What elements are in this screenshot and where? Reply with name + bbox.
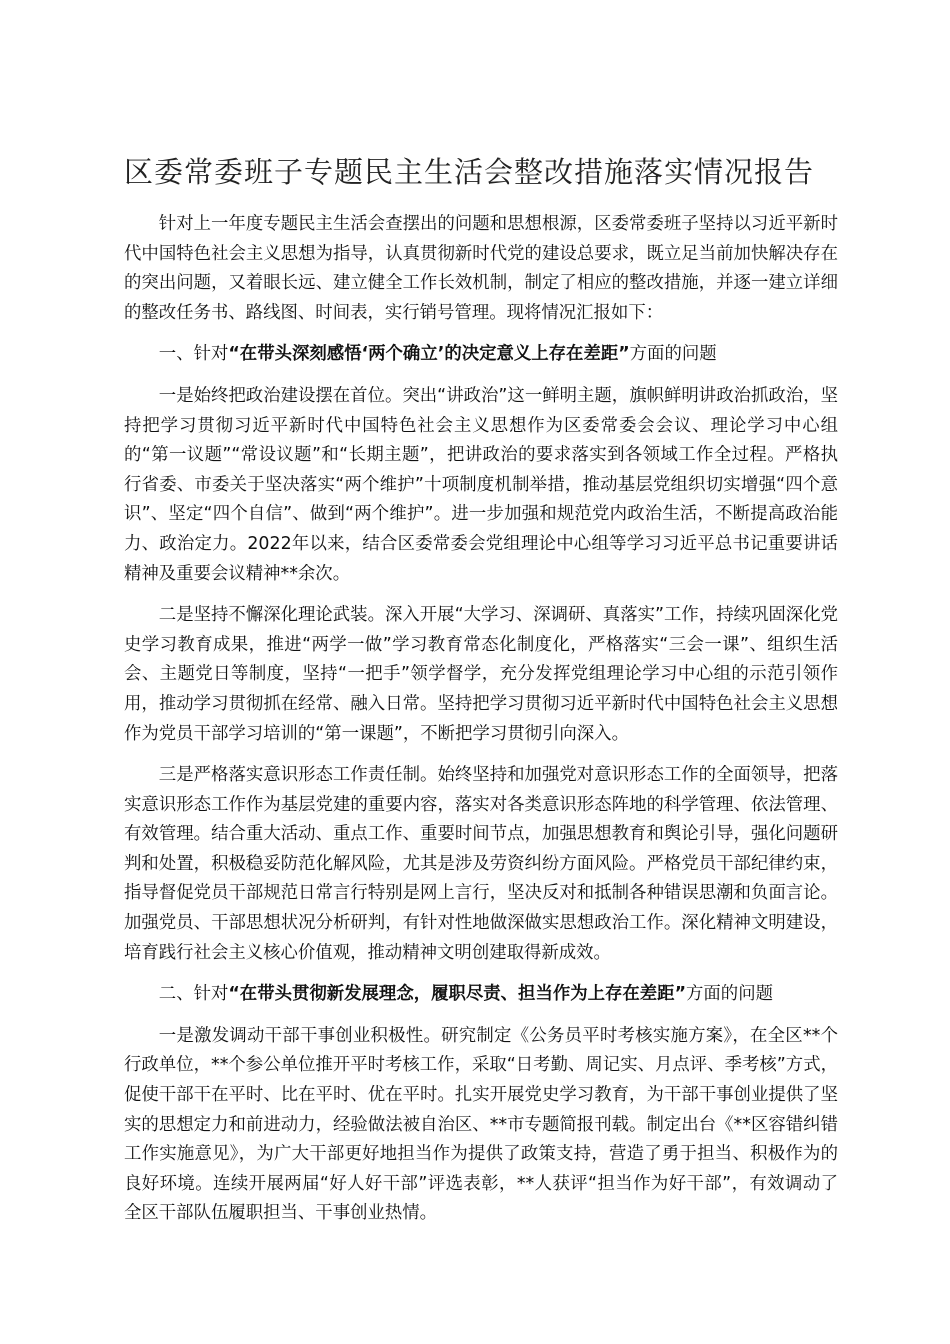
section-2-quote: “在带头贯彻新发展理念，履职尽责、担当作为上存在差距” [228,984,687,1005]
section-1-quote: “在带头深刻感悟‘两个确立’的决定意义上存在差距” [228,344,630,365]
section-1-paragraph-1: 一是始终把政治建设摆在首位。突出“讲政治”这一鲜明主题，旗帜鲜明讲政治抓政治，坚持把学习贯彻习近平新时代中国特色社会主义思想作为区委常委会会议、理论学习中心组的“第一议题”“常设议题”和“长期主题”，把讲政治的要求落实到各领域工作全过程。严格执行省委、市委关于坚决落实“两个维护”十项制度机制举措，推动基层党组织切实增强“四个意识”、坚定“四个自信”、做到“两个维护”。进一步加强和规范党内政治生活，不断提高政治能力、政治定力。2022年以来，结合区委常委会党组理论中心组等学习习近平总书记重要讲话精神及重要会议精神**余次。 [124,385,838,584]
document-page [124,152,838,1241]
section-2-suffix: 方面的问题 [686,984,773,1005]
section-1-heading [124,340,838,370]
document-title: 区委常委班子专题民主生活会整改措施落实情况报告 [124,155,815,189]
section-1-suffix: 方面的问题 [629,344,717,365]
section-1-paragraph-3: 三是严格落实意识形态工作责任制。始终坚持和加强党对意识形态工作的全面领导，把落实意识形态工作作为基层党建的重要内容，落实对各类意识形态阵地的科学管理、依法管理、有效管理。结合重大活动、重点工作、重要时间节点，加强思想教育和舆论引导，强化问题研判和处置，积极稳妥防范化解风险，尤其是涉及劳资纠纷方面风险。严格党员干部纪律约束，指导督促党员干部规范日常言行特别是网上言行，坚决反对和抵制各种错误思潮和负面言论。加强党员、干部思想状况分析研判，有针对性地做深做实思想政治工作。深化精神文明建设，培育践行社会主义核心价值观，推动精神文明创建取得新成效。 [124,765,838,963]
section-2-heading [124,980,838,1010]
section-2-paragraph-1: 一是激发调动干部干事创业积极性。研究制定《公务员平时考核实施方案》，在全区**个行政单位，**个参公单位推开平时考核工作，采取“日考勤、周记实、月点评、季考核”方式，促使干部干在平时、比在平时、优在平时。扎实开展党史学习教育，为干部干事创业提供了坚实的思想定力和前进动力，经验做法被自治区、**市专题简报刊载。制定出台《**区容错纠错工作实施意见》，为广大干部更好地担当作为提供了政策支持，营造了勇于担当、积极作为的良好环境。连续开展两届“好人好干部”评选表彰，**人获评“担当作为好干部”，有效调动了全区干部队伍履职担当、干事创业热情。 [124,1025,838,1224]
section-2-prefix: 二、针对 [158,984,229,1005]
intro-paragraph: 针对上一年度专题民主生活会查摆出的问题和思想根源，区委常委班子坚持以习近平新时代中国特色社会主义思想为指导，认真贯彻新时代党的建设总要求，既立足当前加快解决存在的突出问题，又着眼长远、建立健全工作长效机制，制定了相应的整改措施，并逐一建立详细的整改任务书、路线图、时间表，实行销号管理。现将情况汇报如下： [124,214,838,323]
section-1-prefix: 一、针对 [158,344,229,365]
section-1-paragraph-2: 二是坚持不懈深化理论武装。深入开展“大学习、深调研、真落实”工作，持续巩固深化党史学习教育成果，推进“两学一做”学习教育常态化制度化，严格落实“三会一课”、组织生活会、主题党日等制度，坚持“一把手”领学督学，充分发挥党组理论学习中心组的示范引领作用，推动学习贯彻抓在经常、融入日常。坚持把学习贯彻习近平新时代中国特色社会主义思想作为党员干部学习培训的“第一课题”，不断把学习贯彻引向深入。 [124,605,838,744]
